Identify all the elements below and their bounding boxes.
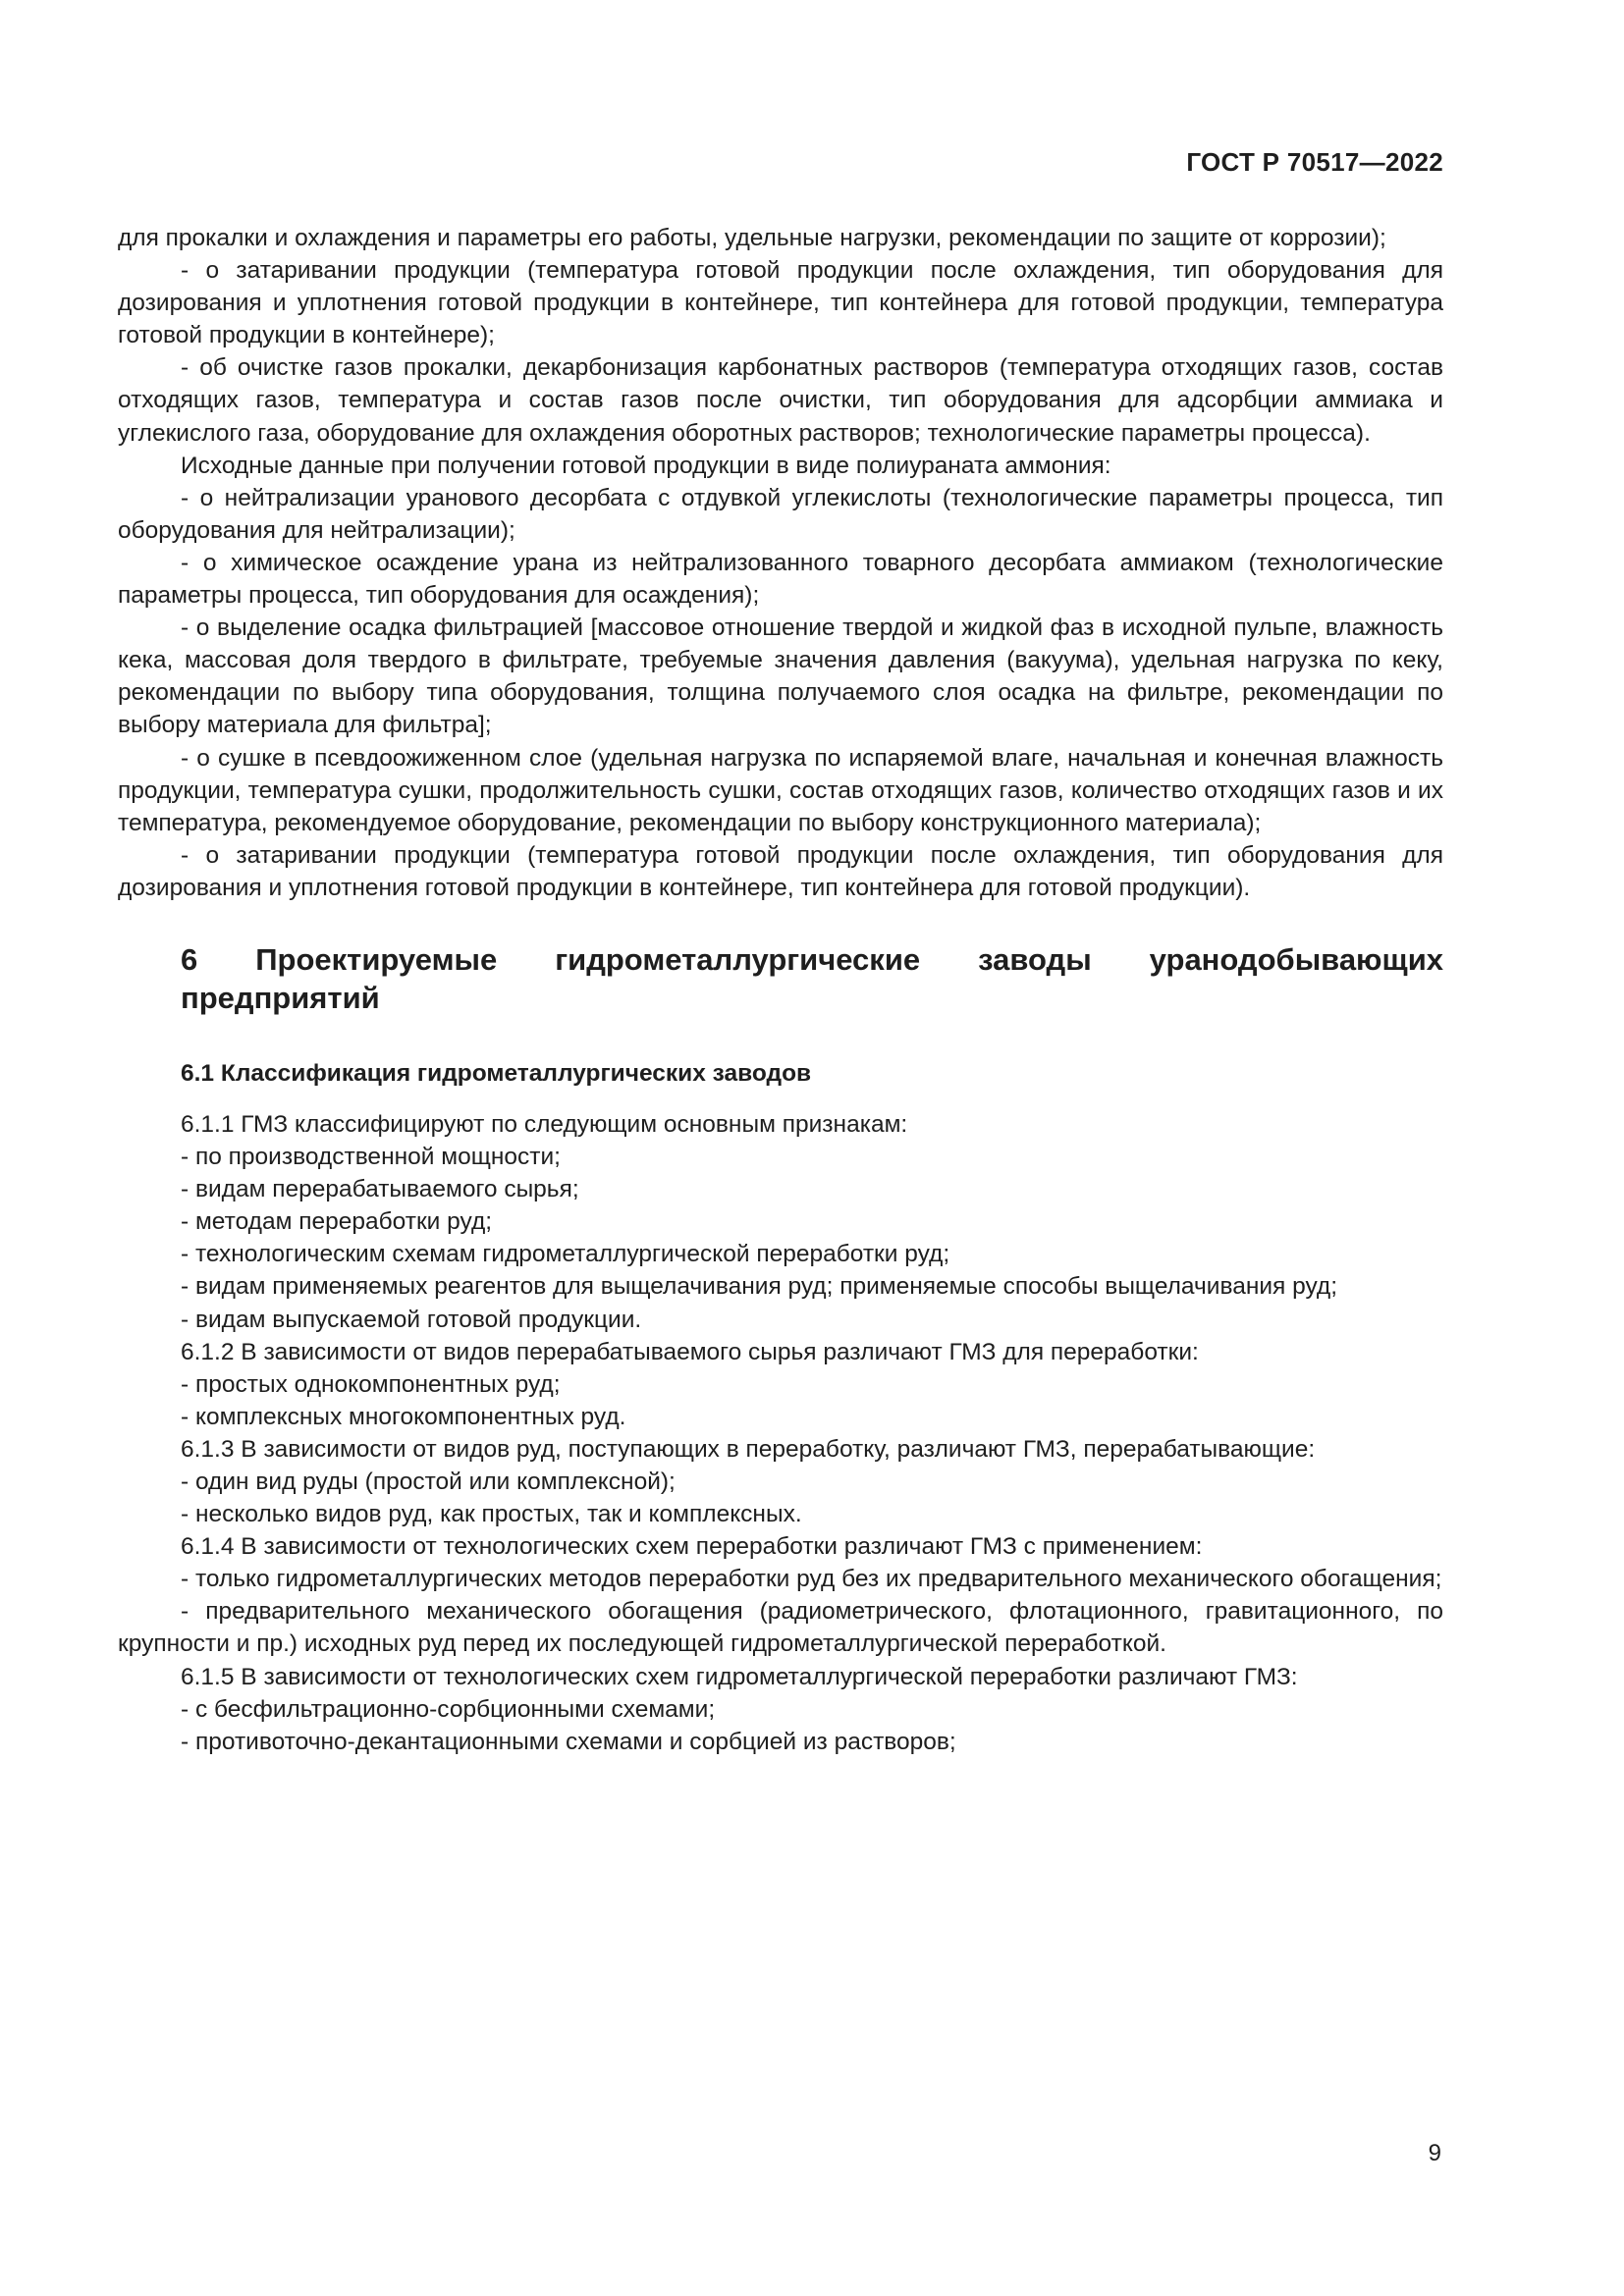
list-item: - по производственной мощности;: [181, 1144, 561, 1171]
document-id-header: ГОСТ Р 70517—2022: [1186, 147, 1443, 177]
list-item: - только гидрометаллургических методов переработки руд без их предварительного механического обогащения;: [181, 1566, 1442, 1593]
list-item: - об очистке газов прокалки, декарбонизация карбонатных растворов (температура отходящих газов, состав отходящих газов, температура и состав газов после очистки, тип оборудования для адсорбции аммиака и углекислого газа, оборудование для охлаждения оборотных растворов; технологические параметры процесса).: [118, 354, 1443, 447]
list-item: - о химическое осаждение урана из нейтрализованного товарного десорбата аммиаком (технологические параметры процесса, тип оборудования для осаждения);: [118, 549, 1443, 610]
list-item: - видам применяемых реагентов для выщелачивания руд; применяемые способы выщелачивания руд;: [181, 1273, 1338, 1301]
paragraph: Исходные данные при получении готовой продукции в виде полиураната аммония:: [181, 452, 1111, 479]
paragraph: 6.1.1 ГМЗ классифицируют по следующим основным признакам:: [181, 1110, 908, 1138]
list-item: - видам перерабатываемого сырья;: [181, 1176, 579, 1203]
list-item: - о затаривании продукции (температура готовой продукции после охлаждения, тип оборудования для дозирования и уплотнения готовой продукции в контейнере, тип контейнера для готовой продукции).: [118, 841, 1443, 901]
subsection-heading: 6.1 Классификация гидрометаллургических заводов: [181, 1059, 812, 1087]
list-item: - технологическим схемам гидрометаллургической переработки руд;: [181, 1241, 950, 1268]
list-item: - противоточно-декантационными схемами и сорбцией из растворов;: [181, 1728, 956, 1755]
list-item: - видам выпускаемой готовой продукции.: [181, 1306, 642, 1333]
paragraph: для прокалки и охлаждения и параметры его работы, удельные нагрузки, рекомендации по защите от коррозии);: [118, 225, 1386, 251]
list-item: - простых однокомпонентных руд;: [181, 1370, 561, 1398]
paragraph: 6.1.2 В зависимости от видов перерабатываемого сырья различают ГМЗ для переработки:: [181, 1338, 1199, 1365]
list-item: - предварительного механического обогащения (радиометрического, флотационного, гравитационного, по крупности и пр.) исходных руд перед их последующей гидрометаллургической переработкой.: [118, 1598, 1443, 1658]
paragraph: 6.1.5 В зависимости от технологических схем гидрометаллургической переработки различают ГМЗ:: [181, 1663, 1298, 1690]
list-item: - о затаривании продукции (температура готовой продукции после охлаждения, тип оборудования для дозирования и уплотнения готовой продукции в контейнере, тип контейнера для готовой продукции, температура готовой продукции в контейнере);: [118, 257, 1443, 349]
list-item: - о сушке в псевдоожиженном слое (удельная нагрузка по испаряемой влаге, начальная и конечная влажность продукции, температура сушки, продолжительность сушки, состав отходящих газов, количество отходящих газов и их температура, рекомендуемое оборудование, рекомендации по выбору конструкционного материала);: [118, 744, 1443, 836]
list-item: - о нейтрализации уранового десорбата с отдувкой углекислоты (технологические параметры процесса, тип оборудования для нейтрализации);: [118, 484, 1443, 544]
list-item: - о выделение осадка фильтрацией [массовое отношение твердой и жидкой фаз в исходной пульпе, влажность кека, массовая доля твердого в фильтрате, требуемые значения давления (вакуума), удельная нагрузка по кеку, рекомендации по выбору типа оборудования, толщина получаемого слоя осадка на фильтре, рекомендации по выбору материала для фильтра];: [118, 614, 1443, 739]
list-item: - методам переработки руд;: [181, 1208, 493, 1236]
list-item: - один вид руды (простой или комплексной);: [181, 1468, 676, 1495]
paragraph: 6.1.3 В зависимости от видов руд, поступающих в переработку, различают ГМЗ, перерабатывающие:: [181, 1435, 1316, 1463]
list-item: - несколько видов руд, как простых, так и комплексных.: [181, 1501, 802, 1528]
list-item: - с бесфильтрационно-сорбционными схемами;: [181, 1695, 716, 1723]
document-body: [118, 222, 1443, 1758]
list-item: - комплексных многокомпонентных руд.: [181, 1403, 626, 1430]
section-heading: 6 Проектируемые гидрометаллургические заводы уранодобывающих предприятий: [181, 941, 1443, 1015]
page-number: 9: [1428, 2140, 1441, 2166]
paragraph: 6.1.4 В зависимости от технологических схем переработки различают ГМЗ с применением:: [181, 1533, 1203, 1561]
